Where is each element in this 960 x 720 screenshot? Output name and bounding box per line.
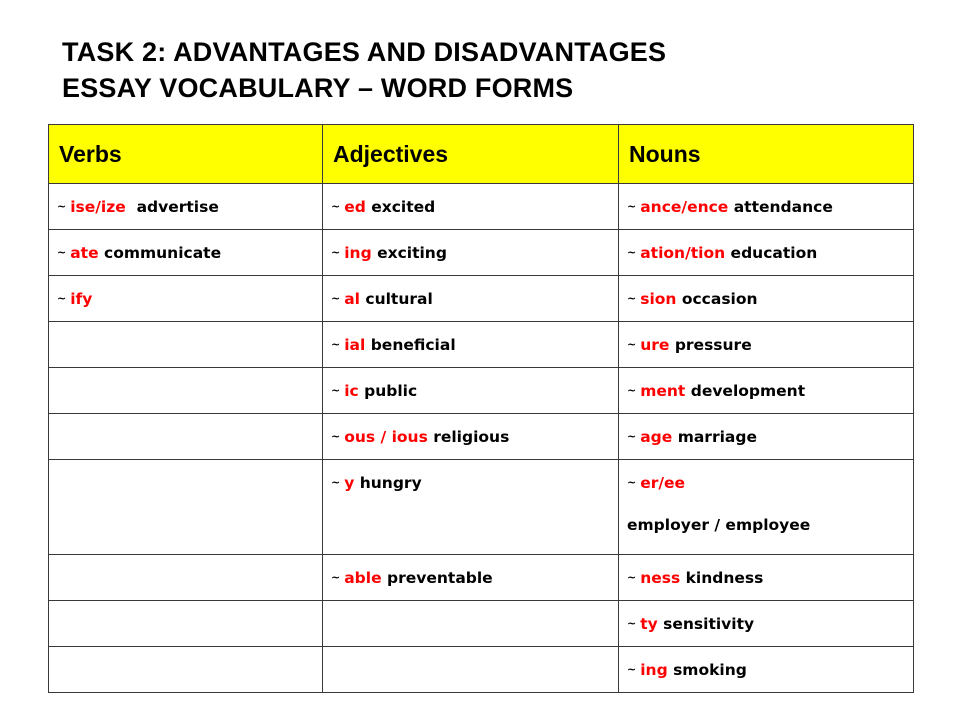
noun-entry <box>627 244 913 262</box>
noun-entry <box>627 382 913 400</box>
tilde-mark: ~ <box>331 245 341 259</box>
noun-example-word: development <box>685 381 806 400</box>
adjective-entry <box>331 244 618 262</box>
verb-cell <box>49 276 323 322</box>
verb-cell <box>49 460 323 555</box>
slide-title <box>62 34 922 106</box>
tilde-mark: ~ <box>627 429 637 443</box>
title-line-2: ESSAY VOCABULARY – WORD FORMS <box>62 73 574 103</box>
adjective-entry <box>331 569 618 587</box>
verb-cell <box>49 184 323 230</box>
table-row <box>49 647 914 693</box>
noun-suffix: ness <box>640 568 681 587</box>
adjective-example-word: religious <box>427 427 510 446</box>
adjective-cell <box>323 322 619 368</box>
noun-cell <box>619 601 914 647</box>
tilde-mark: ~ <box>627 337 637 351</box>
verb-cell <box>49 647 323 693</box>
verb-cell <box>49 414 323 460</box>
noun-example-word: smoking <box>667 660 747 679</box>
adjective-cell <box>323 368 619 414</box>
noun-cell <box>619 555 914 601</box>
verb-suffix: ify <box>70 289 93 308</box>
tilde-mark: ~ <box>57 199 67 213</box>
adjective-entry <box>331 428 618 446</box>
tilde-mark: ~ <box>57 291 67 305</box>
tilde-mark: ~ <box>331 570 341 584</box>
tilde-mark: ~ <box>331 337 341 351</box>
noun-cell <box>619 368 914 414</box>
tilde-mark: ~ <box>57 245 67 259</box>
adjective-cell <box>323 276 619 322</box>
noun-entry <box>627 460 913 534</box>
word-forms-table <box>48 124 914 693</box>
table-row <box>49 601 914 647</box>
table-row <box>49 414 914 460</box>
adjective-suffix: al <box>344 289 360 308</box>
adjective-cell <box>323 601 619 647</box>
tilde-mark: ~ <box>627 291 637 305</box>
verb-suffix: ise/ize <box>70 197 126 216</box>
noun-example-word: education <box>725 243 818 262</box>
table-row <box>49 460 914 555</box>
adjective-cell <box>323 414 619 460</box>
noun-entry <box>627 569 913 587</box>
noun-entry <box>627 428 913 446</box>
header-adjectives: Adjectives <box>323 125 619 184</box>
noun-suffix: ance/ence <box>640 197 729 216</box>
adjective-cell <box>323 230 619 276</box>
adjective-entry <box>331 460 618 492</box>
table-row <box>49 184 914 230</box>
tilde-mark: ~ <box>331 199 341 213</box>
noun-example-word: attendance <box>728 197 833 216</box>
tilde-mark: ~ <box>627 570 637 584</box>
adjective-suffix: ial <box>344 335 366 354</box>
verb-example-word: advertise <box>125 197 219 216</box>
adjective-example-word: beneficial <box>365 335 456 354</box>
verb-cell <box>49 555 323 601</box>
adjective-example-word: public <box>358 381 418 400</box>
noun-example-word: kindness <box>680 568 764 587</box>
table-header-row <box>49 125 914 184</box>
noun-entry <box>627 661 913 679</box>
noun-entry <box>627 198 913 216</box>
noun-suffix: sion <box>640 289 677 308</box>
tilde-mark: ~ <box>331 429 341 443</box>
header-verbs: Verbs <box>49 125 323 184</box>
noun-cell <box>619 230 914 276</box>
table-row <box>49 555 914 601</box>
adjective-entry <box>331 382 618 400</box>
adjective-entry <box>331 336 618 354</box>
noun-entry <box>627 336 913 354</box>
adjective-suffix: ous / ious <box>344 427 428 446</box>
adjective-cell <box>323 555 619 601</box>
noun-cell <box>619 276 914 322</box>
noun-entry <box>627 615 913 633</box>
noun-cell <box>619 460 914 555</box>
table-row <box>49 276 914 322</box>
tilde-mark: ~ <box>627 199 637 213</box>
adjective-example-word: cultural <box>360 289 433 308</box>
header-nouns: Nouns <box>619 125 914 184</box>
noun-example-word: pressure <box>669 335 752 354</box>
adjective-entry <box>331 290 618 308</box>
noun-suffix: ure <box>640 335 670 354</box>
noun-suffix: age <box>640 427 673 446</box>
adjective-cell <box>323 647 619 693</box>
noun-suffix: ation/tion <box>640 243 726 262</box>
noun-suffix: ty <box>640 614 658 633</box>
adjective-suffix: ed <box>344 197 366 216</box>
noun-suffix: ing <box>640 660 668 679</box>
tilde-mark: ~ <box>627 476 637 489</box>
adjective-suffix: able <box>344 568 382 587</box>
title-line-1: TASK 2: ADVANTAGES AND DISADVANTAGES <box>62 37 667 67</box>
noun-cell <box>619 184 914 230</box>
noun-cell <box>619 647 914 693</box>
tilde-mark: ~ <box>331 291 341 305</box>
verb-cell <box>49 368 323 414</box>
noun-example-word: sensitivity <box>657 614 755 633</box>
adjective-suffix: ic <box>344 381 359 400</box>
adjective-example-word: preventable <box>381 568 493 587</box>
verb-cell <box>49 601 323 647</box>
verb-example-word: communicate <box>98 243 222 262</box>
table-row <box>49 368 914 414</box>
noun-cell <box>619 414 914 460</box>
tilde-mark: ~ <box>627 616 637 630</box>
verb-entry <box>57 244 322 262</box>
table-row <box>49 322 914 368</box>
tilde-mark: ~ <box>331 383 341 397</box>
verb-entry <box>57 290 322 308</box>
noun-entry <box>627 290 913 308</box>
noun-suffix: ment <box>640 381 686 400</box>
noun-suffix: er/ee <box>640 474 686 492</box>
adjective-cell <box>323 460 619 555</box>
adjective-example-word: excited <box>365 197 436 216</box>
noun-example-word: occasion <box>676 289 758 308</box>
verb-cell <box>49 322 323 368</box>
noun-example-word-line2: employer / employee <box>627 516 811 534</box>
verb-cell <box>49 230 323 276</box>
tilde-mark: ~ <box>627 245 637 259</box>
tilde-mark: ~ <box>331 476 341 489</box>
adjective-entry <box>331 198 618 216</box>
adjective-example-word: exciting <box>371 243 447 262</box>
tilde-mark: ~ <box>627 383 637 397</box>
adjective-suffix: ing <box>344 243 372 262</box>
tilde-mark: ~ <box>627 662 637 676</box>
adjective-suffix: y <box>344 474 355 492</box>
adjective-cell <box>323 184 619 230</box>
noun-cell <box>619 322 914 368</box>
noun-example-word: marriage <box>672 427 757 446</box>
table-row <box>49 230 914 276</box>
adjective-example-word: hungry <box>354 474 422 492</box>
table-body <box>49 184 914 693</box>
verb-entry <box>57 198 322 216</box>
verb-suffix: ate <box>70 243 99 262</box>
